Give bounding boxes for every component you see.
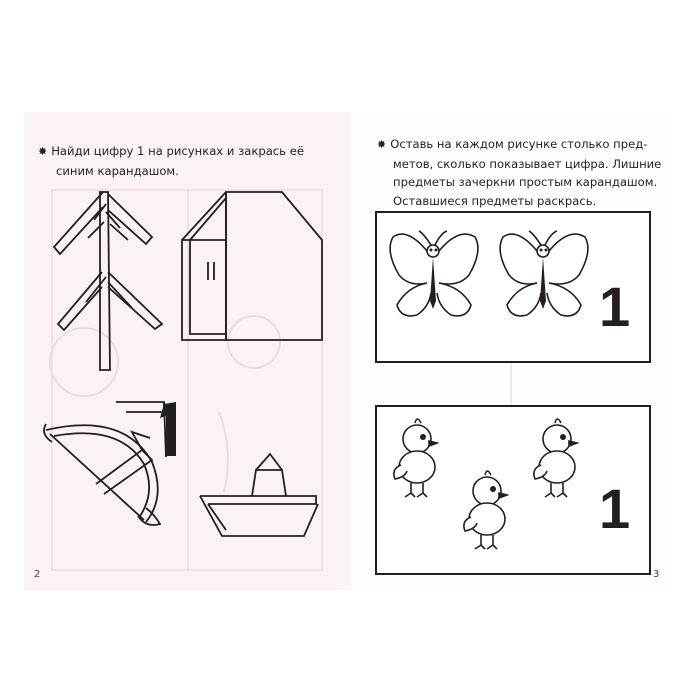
left-page [24, 112, 352, 590]
right-page [351, 112, 673, 590]
butterfly-icon [497, 223, 597, 333]
right-task-text [377, 135, 661, 210]
digit-one: 1 [599, 477, 631, 540]
right-page-number: 3 [653, 569, 660, 580]
right-task-line-4: Оставшиеся предметы раскрась. [393, 193, 597, 208]
star-bullet-icon: ✸ [38, 145, 48, 158]
chick-icon [527, 413, 587, 503]
digit-one: 1 [599, 275, 631, 338]
butterfly-icon [387, 223, 487, 333]
left-task-line-2: синим карандашом. [56, 163, 179, 178]
chick-icon [387, 413, 447, 503]
butterfly-frame [375, 211, 651, 363]
right-task-line-1: Оставь на каждом рисунке столько пред- [390, 137, 648, 151]
right-task-line-3: предметы зачеркни простым карандашом. [393, 175, 658, 189]
star-bullet-icon: ✸ [377, 138, 387, 151]
chick-frame [375, 405, 651, 575]
chick-icon [457, 465, 517, 555]
left-page-number: 2 [34, 569, 41, 580]
left-task-line-1: Найди цифру 1 на рисунках и закрась её [51, 144, 304, 158]
paper-boat-picture [24, 112, 351, 590]
right-task-line-2: метов, сколько показывает цифра. Лишние [393, 156, 662, 171]
